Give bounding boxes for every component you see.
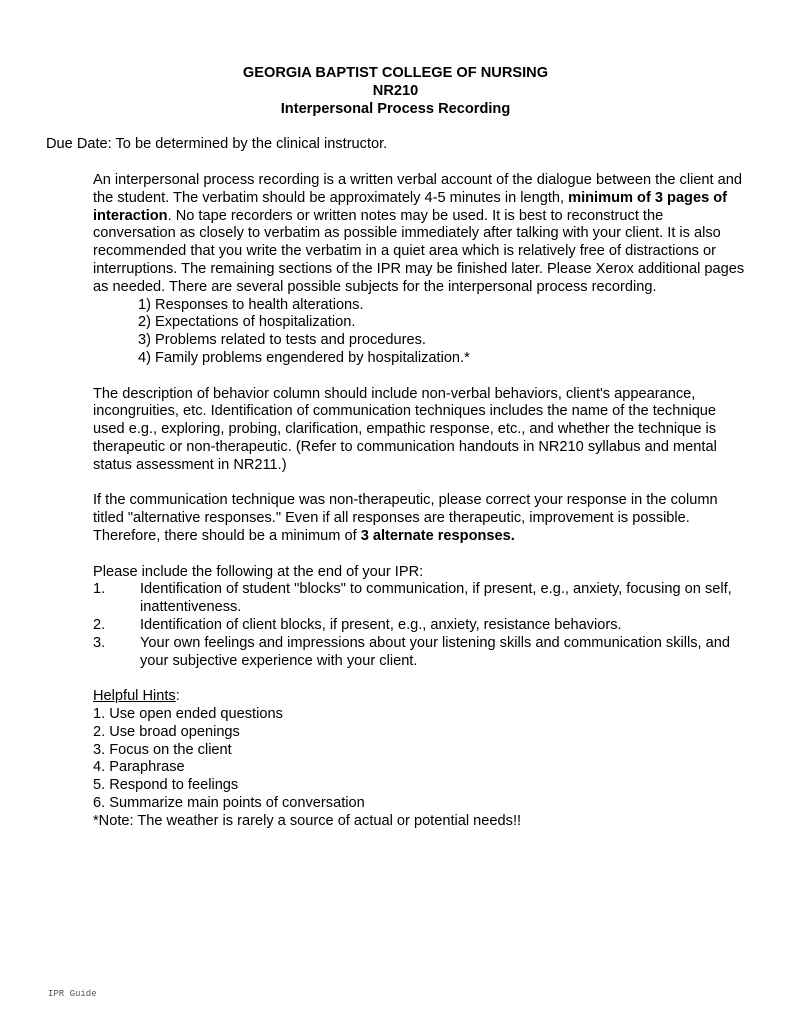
nontherapeutic-bold-text: 3 alternate responses. (360, 527, 515, 544)
item-number: 1. (93, 581, 106, 598)
course-code: NR210 (372, 83, 419, 99)
subjects-list (93, 297, 748, 368)
item-number: 3. (93, 634, 106, 651)
list-item: 2. Use broad openings (93, 723, 240, 740)
list-item (93, 581, 748, 617)
intro-paragraph (93, 172, 748, 297)
hints-title-suffix: : (175, 688, 180, 705)
list-item: 1. Use open ended questions (93, 705, 283, 722)
due-date: Due Date: To be determined by the clinical instructor. (46, 136, 388, 152)
list-item: 1) Responses to health alterations. (138, 296, 364, 313)
nontherapeutic-paragraph (93, 492, 748, 545)
behavior-paragraph: The description of behavior column should include non-verbal behaviors, client's appearance, incongruities, etc. Identification of communication techniques includes the name of the technique used e.g., exploring, probing, clarification, empathic response, etc., and whether the technique is therapeutic or non-therapeutic. (Refer to communication handouts in NR210 syllabus and mental status assessment in NR211.) (93, 385, 717, 473)
item-text: Your own feelings and impressions about your listening skills and communication skills, and your subjective experience with your client. (140, 634, 731, 669)
list-item: 6. Summarize main points of conversation (93, 794, 365, 811)
list-item: 3. Focus on the client (93, 741, 232, 758)
item-text: Identification of client blocks, if present, e.g., anxiety, resistance behaviors. (140, 616, 622, 633)
hints-heading (93, 688, 748, 706)
hints-list (93, 706, 748, 813)
list-item: 4) Family problems engendered by hospitalization.* (138, 349, 470, 366)
list-item: 4. Paraphrase (93, 759, 185, 776)
include-list (93, 581, 748, 670)
list-item: 2) Expectations of hospitalization. (138, 314, 356, 331)
document-title: Interpersonal Process Recording (280, 101, 511, 117)
list-item (93, 635, 748, 671)
hints-note: *Note: The weather is rarely a source of actual or potential needs!! (93, 812, 522, 829)
document-body (93, 172, 748, 830)
intro-text-continued: . No tape recorders or written notes may be used. It is best to reconstruct the conversation as closely to verbatim as possible immediately after talking with your client. It is also recommended that you write the verbatim in a quiet area which is relatively free of distractions or interruptions. The remaining sections of the IPR may be finished later. Please Xerox additional pages as needed. There are several possible subjects for the interpersonal process recording. (93, 207, 745, 295)
list-item: 5. Respond to feelings (93, 777, 239, 794)
college-name: GEORGIA BAPTIST COLLEGE OF NURSING (242, 65, 549, 81)
item-text: Identification of student "blocks" to communication, if present, e.g., anxiety, focusing on self, inattentiveness. (140, 581, 732, 616)
list-item (93, 617, 748, 635)
hints-title: Helpful Hints (93, 688, 176, 705)
document-header (0, 65, 791, 119)
nontherapeutic-text: If the communication technique was non-therapeutic, please correct your response in the column titled "alternative responses." Even if all responses are therapeutic, improvement is possible. Therefore, there should be a minimum of (93, 492, 718, 544)
intro-bold-text: minimum of 3 pages of interaction (93, 189, 728, 224)
include-intro: Please include the following at the end of your IPR: (93, 563, 424, 580)
item-number: 2. (93, 616, 106, 633)
list-item: 3) Problems related to tests and procedures. (138, 332, 426, 349)
page-footer: IPR Guide (48, 989, 97, 999)
intro-text: An interpersonal process recording is a written verbal account of the dialogue between the client and the student. The verbatim should be approximately 4-5 minutes in length, (93, 172, 743, 206)
